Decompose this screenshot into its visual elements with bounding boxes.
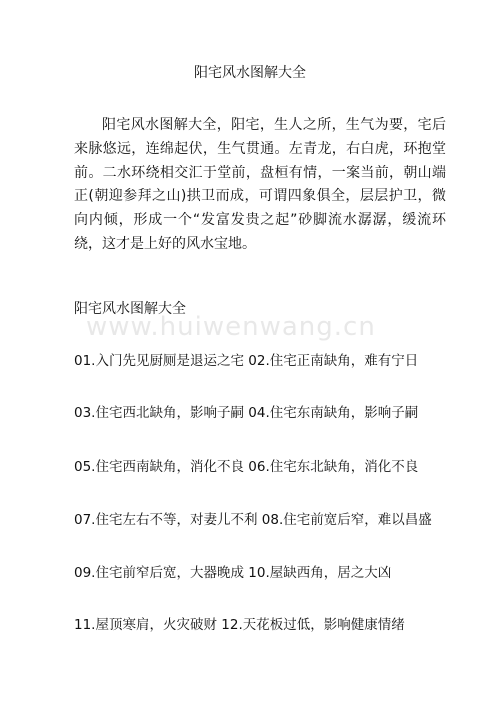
list-item: 09.住宅前窄后宽，大器晚成 10.屋缺西角，居之大凶 (74, 565, 392, 581)
watermark-text: www.huiwenwang.cn (86, 312, 376, 342)
list-item: 05.住宅西南缺角，消化不良 06.住宅东北缺角，消化不良 (74, 459, 419, 475)
page-title: 阳宅风水图解大全 (194, 65, 306, 81)
list-item: 03.住宅西北缺角，影响子嗣 04.住宅东南缺角，影响子嗣 (74, 405, 419, 421)
list-item: 01.入门先见厨厕是退运之宅 02.住宅正南缺角，难有宁日 (74, 353, 419, 369)
list-item: 11.屋顶寒肩，火灾破财 12.天花板过低，影响健康情绪 (74, 617, 405, 633)
list-item: 07.住宅左右不等，对妻儿不利 08.住宅前宽后窄，难以昌盛 (74, 512, 432, 528)
intro-paragraph: 阳宅风水图解大全，阳宅，生人之所，生气为要，宅后来脉悠远，连绵起伏，生气贯通。左青龙，右白虎，环抱堂前。二水环绕相交汇于堂前，盘桓有情，一案当前，朝山端正(朝迎参拜之山)拱卫而成，可谓四象俱全，层层护卫，微向内倾，形成一个“发富发贵之起”砂脚流水潺潺，缓流环绕，这才是上好的风水宝地。 (74, 117, 446, 252)
section-heading: 阳宅风水图解大全 (74, 301, 186, 317)
